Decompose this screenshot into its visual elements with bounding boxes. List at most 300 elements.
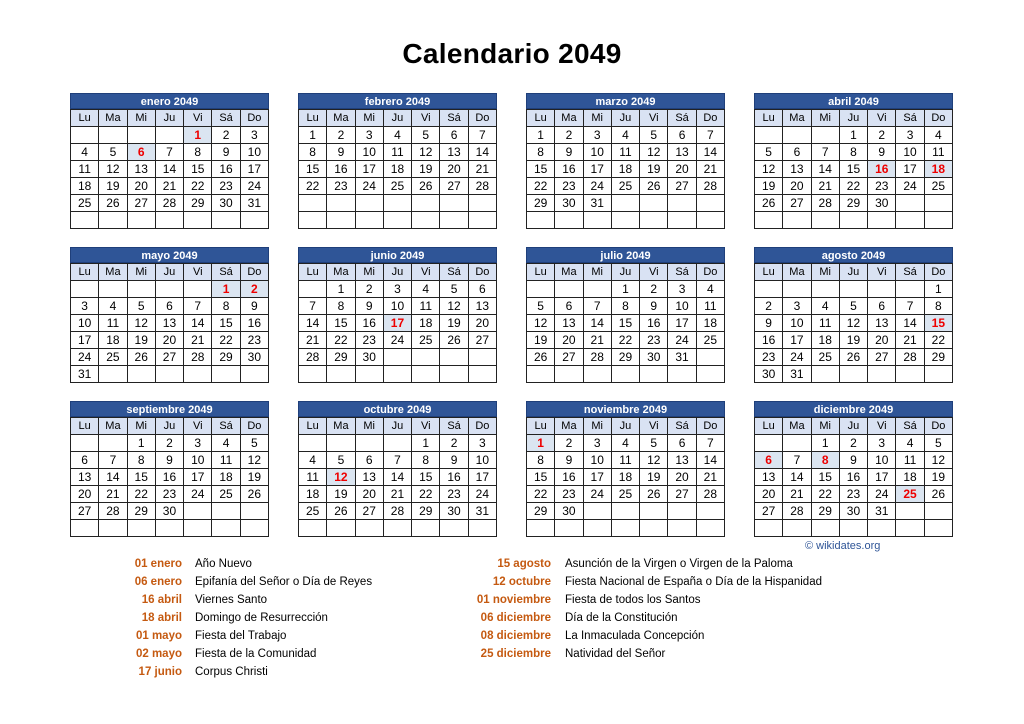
empty-cell bbox=[468, 520, 496, 537]
day-cell: 15 bbox=[527, 161, 555, 178]
empty-cell bbox=[184, 281, 212, 298]
weekday-label: Ju bbox=[611, 418, 639, 435]
day-cell: 7 bbox=[696, 127, 724, 144]
empty-cell bbox=[868, 520, 896, 537]
day-cell: 10 bbox=[71, 315, 99, 332]
day-cell: 5 bbox=[440, 281, 468, 298]
holiday-name: Fiesta Nacional de España o Día de la Hispanidad bbox=[565, 576, 822, 588]
day-cell: 11 bbox=[383, 144, 411, 161]
day-cell: 28 bbox=[184, 349, 212, 366]
day-cell: 22 bbox=[327, 332, 355, 349]
month-1 bbox=[70, 93, 269, 229]
day-cell: 6 bbox=[71, 452, 99, 469]
weekday-label: Vi bbox=[412, 418, 440, 435]
day-cell: 13 bbox=[668, 452, 696, 469]
day-cell: 2 bbox=[212, 127, 240, 144]
day-cell: 23 bbox=[755, 349, 783, 366]
day-cell: 28 bbox=[811, 195, 839, 212]
weekday-label: Ma bbox=[99, 264, 127, 281]
day-cell: 21 bbox=[583, 332, 611, 349]
month-header: junio 2049 bbox=[298, 247, 497, 263]
day-cell: 29 bbox=[184, 195, 212, 212]
day-cell: 7 bbox=[896, 298, 924, 315]
holiday-date: 08 diciembre bbox=[480, 630, 551, 642]
day-cell: 28 bbox=[99, 503, 127, 520]
day-cell: 28 bbox=[468, 178, 496, 195]
empty-cell bbox=[896, 503, 924, 520]
empty-cell bbox=[755, 520, 783, 537]
day-cell: 3 bbox=[184, 435, 212, 452]
weekday-label: Ju bbox=[839, 264, 867, 281]
empty-cell bbox=[468, 366, 496, 383]
empty-cell bbox=[155, 212, 183, 229]
empty-cell bbox=[440, 195, 468, 212]
weekday-label: Mi bbox=[811, 110, 839, 127]
weekday-label: Ju bbox=[611, 264, 639, 281]
empty-cell bbox=[355, 435, 383, 452]
day-cell: 26 bbox=[240, 486, 268, 503]
day-cell: 11 bbox=[99, 315, 127, 332]
empty-cell bbox=[71, 127, 99, 144]
day-cell: 19 bbox=[440, 315, 468, 332]
weekday-label: Ma bbox=[555, 264, 583, 281]
holiday-date: 06 diciembre bbox=[480, 612, 551, 624]
empty-cell bbox=[696, 349, 724, 366]
day-cell: 4 bbox=[696, 281, 724, 298]
day-cell: 2 bbox=[839, 435, 867, 452]
empty-cell bbox=[99, 127, 127, 144]
day-cell: 25 bbox=[696, 332, 724, 349]
holiday-day-cell: 2 bbox=[240, 281, 268, 298]
day-cell: 1 bbox=[327, 281, 355, 298]
day-cell: 3 bbox=[468, 435, 496, 452]
month-header: abril 2049 bbox=[754, 93, 953, 109]
weekday-label: Ju bbox=[155, 418, 183, 435]
empty-cell bbox=[127, 281, 155, 298]
day-cell: 20 bbox=[127, 178, 155, 195]
weekday-label: Mi bbox=[583, 110, 611, 127]
day-cell: 16 bbox=[240, 315, 268, 332]
day-cell: 18 bbox=[99, 332, 127, 349]
weekday-label: Sá bbox=[896, 264, 924, 281]
empty-cell bbox=[755, 212, 783, 229]
day-cell: 4 bbox=[611, 435, 639, 452]
empty-cell bbox=[240, 520, 268, 537]
day-cell: 1 bbox=[299, 127, 327, 144]
weekday-label: Vi bbox=[868, 264, 896, 281]
day-cell: 12 bbox=[640, 452, 668, 469]
day-cell: 2 bbox=[327, 127, 355, 144]
day-cell: 23 bbox=[355, 332, 383, 349]
day-cell: 8 bbox=[611, 298, 639, 315]
weekday-label: Lu bbox=[71, 264, 99, 281]
month-header: enero 2049 bbox=[70, 93, 269, 109]
weekday-label: Lu bbox=[755, 418, 783, 435]
day-cell: 19 bbox=[640, 161, 668, 178]
day-cell: 26 bbox=[839, 349, 867, 366]
day-cell: 29 bbox=[527, 195, 555, 212]
day-cell: 20 bbox=[868, 332, 896, 349]
day-cell: 30 bbox=[839, 503, 867, 520]
empty-cell bbox=[527, 281, 555, 298]
day-cell: 10 bbox=[896, 144, 924, 161]
day-cell: 24 bbox=[355, 178, 383, 195]
day-cell: 8 bbox=[184, 144, 212, 161]
day-cell: 27 bbox=[355, 503, 383, 520]
empty-cell bbox=[696, 212, 724, 229]
day-cell: 5 bbox=[924, 435, 952, 452]
day-cell: 31 bbox=[468, 503, 496, 520]
day-cell: 8 bbox=[327, 298, 355, 315]
month-6 bbox=[298, 247, 497, 383]
day-cell: 7 bbox=[155, 144, 183, 161]
month-header: mayo 2049 bbox=[70, 247, 269, 263]
day-cell: 1 bbox=[811, 435, 839, 452]
weekday-label: Do bbox=[924, 264, 952, 281]
day-cell: 28 bbox=[583, 349, 611, 366]
holiday-date: 18 abril bbox=[141, 612, 182, 624]
weekday-label: Vi bbox=[640, 418, 668, 435]
holiday-name: Viernes Santo bbox=[195, 594, 268, 606]
day-cell: 15 bbox=[527, 469, 555, 486]
weekday-label: Sá bbox=[440, 264, 468, 281]
empty-cell bbox=[783, 281, 811, 298]
day-cell: 31 bbox=[240, 195, 268, 212]
day-cell: 11 bbox=[412, 298, 440, 315]
day-cell: 2 bbox=[755, 298, 783, 315]
weekday-label: Mi bbox=[811, 418, 839, 435]
day-cell: 21 bbox=[184, 332, 212, 349]
empty-cell bbox=[924, 520, 952, 537]
empty-cell bbox=[240, 212, 268, 229]
day-cell: 6 bbox=[468, 281, 496, 298]
day-cell: 24 bbox=[668, 332, 696, 349]
empty-cell bbox=[811, 127, 839, 144]
day-cell: 12 bbox=[99, 161, 127, 178]
empty-cell bbox=[127, 212, 155, 229]
day-cell: 27 bbox=[668, 178, 696, 195]
weekday-label: Lu bbox=[755, 110, 783, 127]
empty-cell bbox=[668, 212, 696, 229]
day-cell: 15 bbox=[839, 161, 867, 178]
empty-cell bbox=[383, 349, 411, 366]
weekday-label: Ma bbox=[783, 264, 811, 281]
weekday-label: Mi bbox=[355, 418, 383, 435]
day-cell: 16 bbox=[440, 469, 468, 486]
source-credit[interactable]: © wikidates.org bbox=[805, 540, 881, 552]
day-cell: 28 bbox=[696, 486, 724, 503]
holiday-date: 25 diciembre bbox=[480, 648, 551, 660]
day-cell: 3 bbox=[383, 281, 411, 298]
page-title: Calendario 2049 bbox=[402, 38, 622, 69]
weekday-label: Ma bbox=[99, 110, 127, 127]
day-cell: 26 bbox=[640, 486, 668, 503]
empty-cell bbox=[755, 435, 783, 452]
day-cell: 4 bbox=[412, 281, 440, 298]
day-cell: 12 bbox=[440, 298, 468, 315]
weekday-label: Ju bbox=[383, 418, 411, 435]
empty-cell bbox=[155, 281, 183, 298]
empty-cell bbox=[611, 366, 639, 383]
weekday-label: Ju bbox=[383, 264, 411, 281]
empty-cell bbox=[668, 366, 696, 383]
weekday-label: Sá bbox=[440, 110, 468, 127]
day-cell: 2 bbox=[555, 127, 583, 144]
empty-cell bbox=[839, 520, 867, 537]
empty-cell bbox=[184, 366, 212, 383]
day-cell: 24 bbox=[184, 486, 212, 503]
empty-cell bbox=[299, 366, 327, 383]
day-cell: 6 bbox=[440, 127, 468, 144]
day-cell: 11 bbox=[696, 298, 724, 315]
day-cell: 16 bbox=[155, 469, 183, 486]
day-cell: 25 bbox=[611, 486, 639, 503]
empty-cell bbox=[839, 212, 867, 229]
empty-cell bbox=[924, 503, 952, 520]
empty-cell bbox=[127, 366, 155, 383]
empty-cell bbox=[668, 520, 696, 537]
weekday-label: Mi bbox=[583, 418, 611, 435]
weekday-label: Vi bbox=[184, 264, 212, 281]
day-cell: 5 bbox=[99, 144, 127, 161]
weekday-label: Do bbox=[924, 418, 952, 435]
empty-cell bbox=[71, 435, 99, 452]
day-cell: 9 bbox=[868, 144, 896, 161]
day-cell: 25 bbox=[924, 178, 952, 195]
day-cell: 27 bbox=[868, 349, 896, 366]
day-cell: 28 bbox=[896, 349, 924, 366]
empty-cell bbox=[896, 195, 924, 212]
month-11 bbox=[526, 401, 725, 537]
empty-cell bbox=[383, 520, 411, 537]
empty-cell bbox=[383, 212, 411, 229]
weekday-label: Do bbox=[696, 110, 724, 127]
day-cell: 5 bbox=[127, 298, 155, 315]
day-cell: 21 bbox=[811, 178, 839, 195]
month-4 bbox=[754, 93, 953, 229]
day-cell: 2 bbox=[155, 435, 183, 452]
day-cell: 25 bbox=[299, 503, 327, 520]
day-cell: 30 bbox=[640, 349, 668, 366]
holiday-day-cell: 6 bbox=[127, 144, 155, 161]
empty-cell bbox=[583, 366, 611, 383]
day-cell: 26 bbox=[527, 349, 555, 366]
empty-cell bbox=[811, 520, 839, 537]
day-cell: 6 bbox=[555, 298, 583, 315]
holiday-name: Fiesta de la Comunidad bbox=[195, 648, 317, 660]
day-cell: 2 bbox=[868, 127, 896, 144]
empty-cell bbox=[327, 435, 355, 452]
day-cell: 14 bbox=[811, 161, 839, 178]
empty-cell bbox=[71, 281, 99, 298]
day-cell: 8 bbox=[924, 298, 952, 315]
day-cell: 18 bbox=[71, 178, 99, 195]
empty-cell bbox=[783, 212, 811, 229]
day-cell: 5 bbox=[640, 435, 668, 452]
day-cell: 16 bbox=[355, 315, 383, 332]
day-cell: 7 bbox=[99, 452, 127, 469]
day-cell: 10 bbox=[583, 452, 611, 469]
weekday-label: Mi bbox=[127, 418, 155, 435]
day-cell: 18 bbox=[299, 486, 327, 503]
day-cell: 21 bbox=[783, 486, 811, 503]
empty-cell bbox=[640, 503, 668, 520]
day-cell: 10 bbox=[383, 298, 411, 315]
empty-cell bbox=[896, 366, 924, 383]
day-cell: 29 bbox=[527, 503, 555, 520]
day-cell: 18 bbox=[811, 332, 839, 349]
day-cell: 4 bbox=[99, 298, 127, 315]
empty-cell bbox=[668, 195, 696, 212]
holiday-day-cell: 16 bbox=[868, 161, 896, 178]
day-cell: 28 bbox=[383, 503, 411, 520]
day-cell: 25 bbox=[71, 195, 99, 212]
day-cell: 4 bbox=[383, 127, 411, 144]
day-cell: 3 bbox=[783, 298, 811, 315]
day-cell: 21 bbox=[896, 332, 924, 349]
day-cell: 24 bbox=[583, 486, 611, 503]
day-cell: 20 bbox=[555, 332, 583, 349]
day-cell: 10 bbox=[583, 144, 611, 161]
day-cell: 26 bbox=[440, 332, 468, 349]
day-cell: 9 bbox=[839, 452, 867, 469]
day-cell: 12 bbox=[924, 452, 952, 469]
day-cell: 15 bbox=[811, 469, 839, 486]
day-cell: 4 bbox=[896, 435, 924, 452]
empty-cell bbox=[299, 212, 327, 229]
day-cell: 24 bbox=[468, 486, 496, 503]
day-cell: 31 bbox=[868, 503, 896, 520]
empty-cell bbox=[611, 503, 639, 520]
day-cell: 27 bbox=[71, 503, 99, 520]
empty-cell bbox=[327, 195, 355, 212]
day-cell: 1 bbox=[924, 281, 952, 298]
day-cell: 13 bbox=[440, 144, 468, 161]
holiday-name: La Inmaculada Concepción bbox=[565, 630, 705, 642]
holiday-date: 15 agosto bbox=[497, 558, 551, 570]
day-cell: 24 bbox=[896, 178, 924, 195]
empty-cell bbox=[155, 366, 183, 383]
weekday-label: Lu bbox=[299, 418, 327, 435]
day-cell: 9 bbox=[240, 298, 268, 315]
day-cell: 16 bbox=[212, 161, 240, 178]
empty-cell bbox=[299, 195, 327, 212]
day-cell: 20 bbox=[783, 178, 811, 195]
day-cell: 21 bbox=[99, 486, 127, 503]
weekday-label: Do bbox=[696, 418, 724, 435]
day-cell: 29 bbox=[924, 349, 952, 366]
day-cell: 30 bbox=[555, 503, 583, 520]
day-cell: 30 bbox=[868, 195, 896, 212]
empty-cell bbox=[527, 366, 555, 383]
month-header: octubre 2049 bbox=[298, 401, 497, 417]
empty-cell bbox=[696, 366, 724, 383]
empty-cell bbox=[99, 520, 127, 537]
empty-cell bbox=[440, 349, 468, 366]
day-cell: 27 bbox=[127, 195, 155, 212]
day-cell: 11 bbox=[611, 144, 639, 161]
empty-cell bbox=[184, 212, 212, 229]
day-cell: 10 bbox=[783, 315, 811, 332]
day-cell: 1 bbox=[611, 281, 639, 298]
holiday-day-cell: 17 bbox=[383, 315, 411, 332]
empty-cell bbox=[611, 520, 639, 537]
empty-cell bbox=[924, 366, 952, 383]
holiday-date: 17 junio bbox=[138, 666, 182, 678]
day-cell: 2 bbox=[640, 281, 668, 298]
day-cell: 31 bbox=[71, 366, 99, 383]
day-cell: 29 bbox=[212, 349, 240, 366]
day-cell: 21 bbox=[155, 178, 183, 195]
empty-cell bbox=[240, 366, 268, 383]
weekday-label: Mi bbox=[127, 110, 155, 127]
weekday-label: Lu bbox=[527, 110, 555, 127]
weekday-label: Vi bbox=[640, 264, 668, 281]
weekday-label: Mi bbox=[583, 264, 611, 281]
day-cell: 23 bbox=[839, 486, 867, 503]
day-cell: 7 bbox=[468, 127, 496, 144]
day-cell: 26 bbox=[99, 195, 127, 212]
day-cell: 25 bbox=[99, 349, 127, 366]
day-cell: 25 bbox=[383, 178, 411, 195]
weekday-label: Vi bbox=[868, 418, 896, 435]
empty-cell bbox=[896, 281, 924, 298]
day-cell: 26 bbox=[412, 178, 440, 195]
weekday-label: Do bbox=[240, 264, 268, 281]
day-cell: 15 bbox=[327, 315, 355, 332]
month-12 bbox=[754, 401, 953, 537]
day-cell: 3 bbox=[583, 435, 611, 452]
empty-cell bbox=[868, 281, 896, 298]
day-cell: 25 bbox=[212, 486, 240, 503]
empty-cell bbox=[127, 127, 155, 144]
day-cell: 7 bbox=[299, 298, 327, 315]
day-cell: 12 bbox=[127, 315, 155, 332]
day-cell: 1 bbox=[527, 127, 555, 144]
day-cell: 13 bbox=[668, 144, 696, 161]
holiday-name: Asunción de la Virgen o Virgen de la Paloma bbox=[565, 558, 793, 570]
weekday-label: Lu bbox=[299, 264, 327, 281]
day-cell: 30 bbox=[355, 349, 383, 366]
day-cell: 10 bbox=[184, 452, 212, 469]
day-cell: 11 bbox=[71, 161, 99, 178]
day-cell: 7 bbox=[383, 452, 411, 469]
day-cell: 27 bbox=[668, 486, 696, 503]
empty-cell bbox=[383, 366, 411, 383]
empty-cell bbox=[896, 520, 924, 537]
day-cell: 2 bbox=[555, 435, 583, 452]
empty-cell bbox=[583, 503, 611, 520]
day-cell: 9 bbox=[155, 452, 183, 469]
day-cell: 20 bbox=[468, 315, 496, 332]
holiday-date: 02 mayo bbox=[135, 648, 182, 660]
day-cell: 9 bbox=[555, 144, 583, 161]
holiday-date: 01 noviembre bbox=[476, 594, 551, 606]
day-cell: 25 bbox=[811, 349, 839, 366]
day-cell: 27 bbox=[468, 332, 496, 349]
day-cell: 25 bbox=[611, 178, 639, 195]
empty-cell bbox=[468, 195, 496, 212]
day-cell: 14 bbox=[696, 452, 724, 469]
empty-cell bbox=[127, 520, 155, 537]
day-cell: 15 bbox=[212, 315, 240, 332]
empty-cell bbox=[412, 520, 440, 537]
day-cell: 29 bbox=[127, 503, 155, 520]
empty-cell bbox=[71, 520, 99, 537]
empty-cell bbox=[583, 212, 611, 229]
day-cell: 19 bbox=[99, 178, 127, 195]
day-cell: 3 bbox=[896, 127, 924, 144]
